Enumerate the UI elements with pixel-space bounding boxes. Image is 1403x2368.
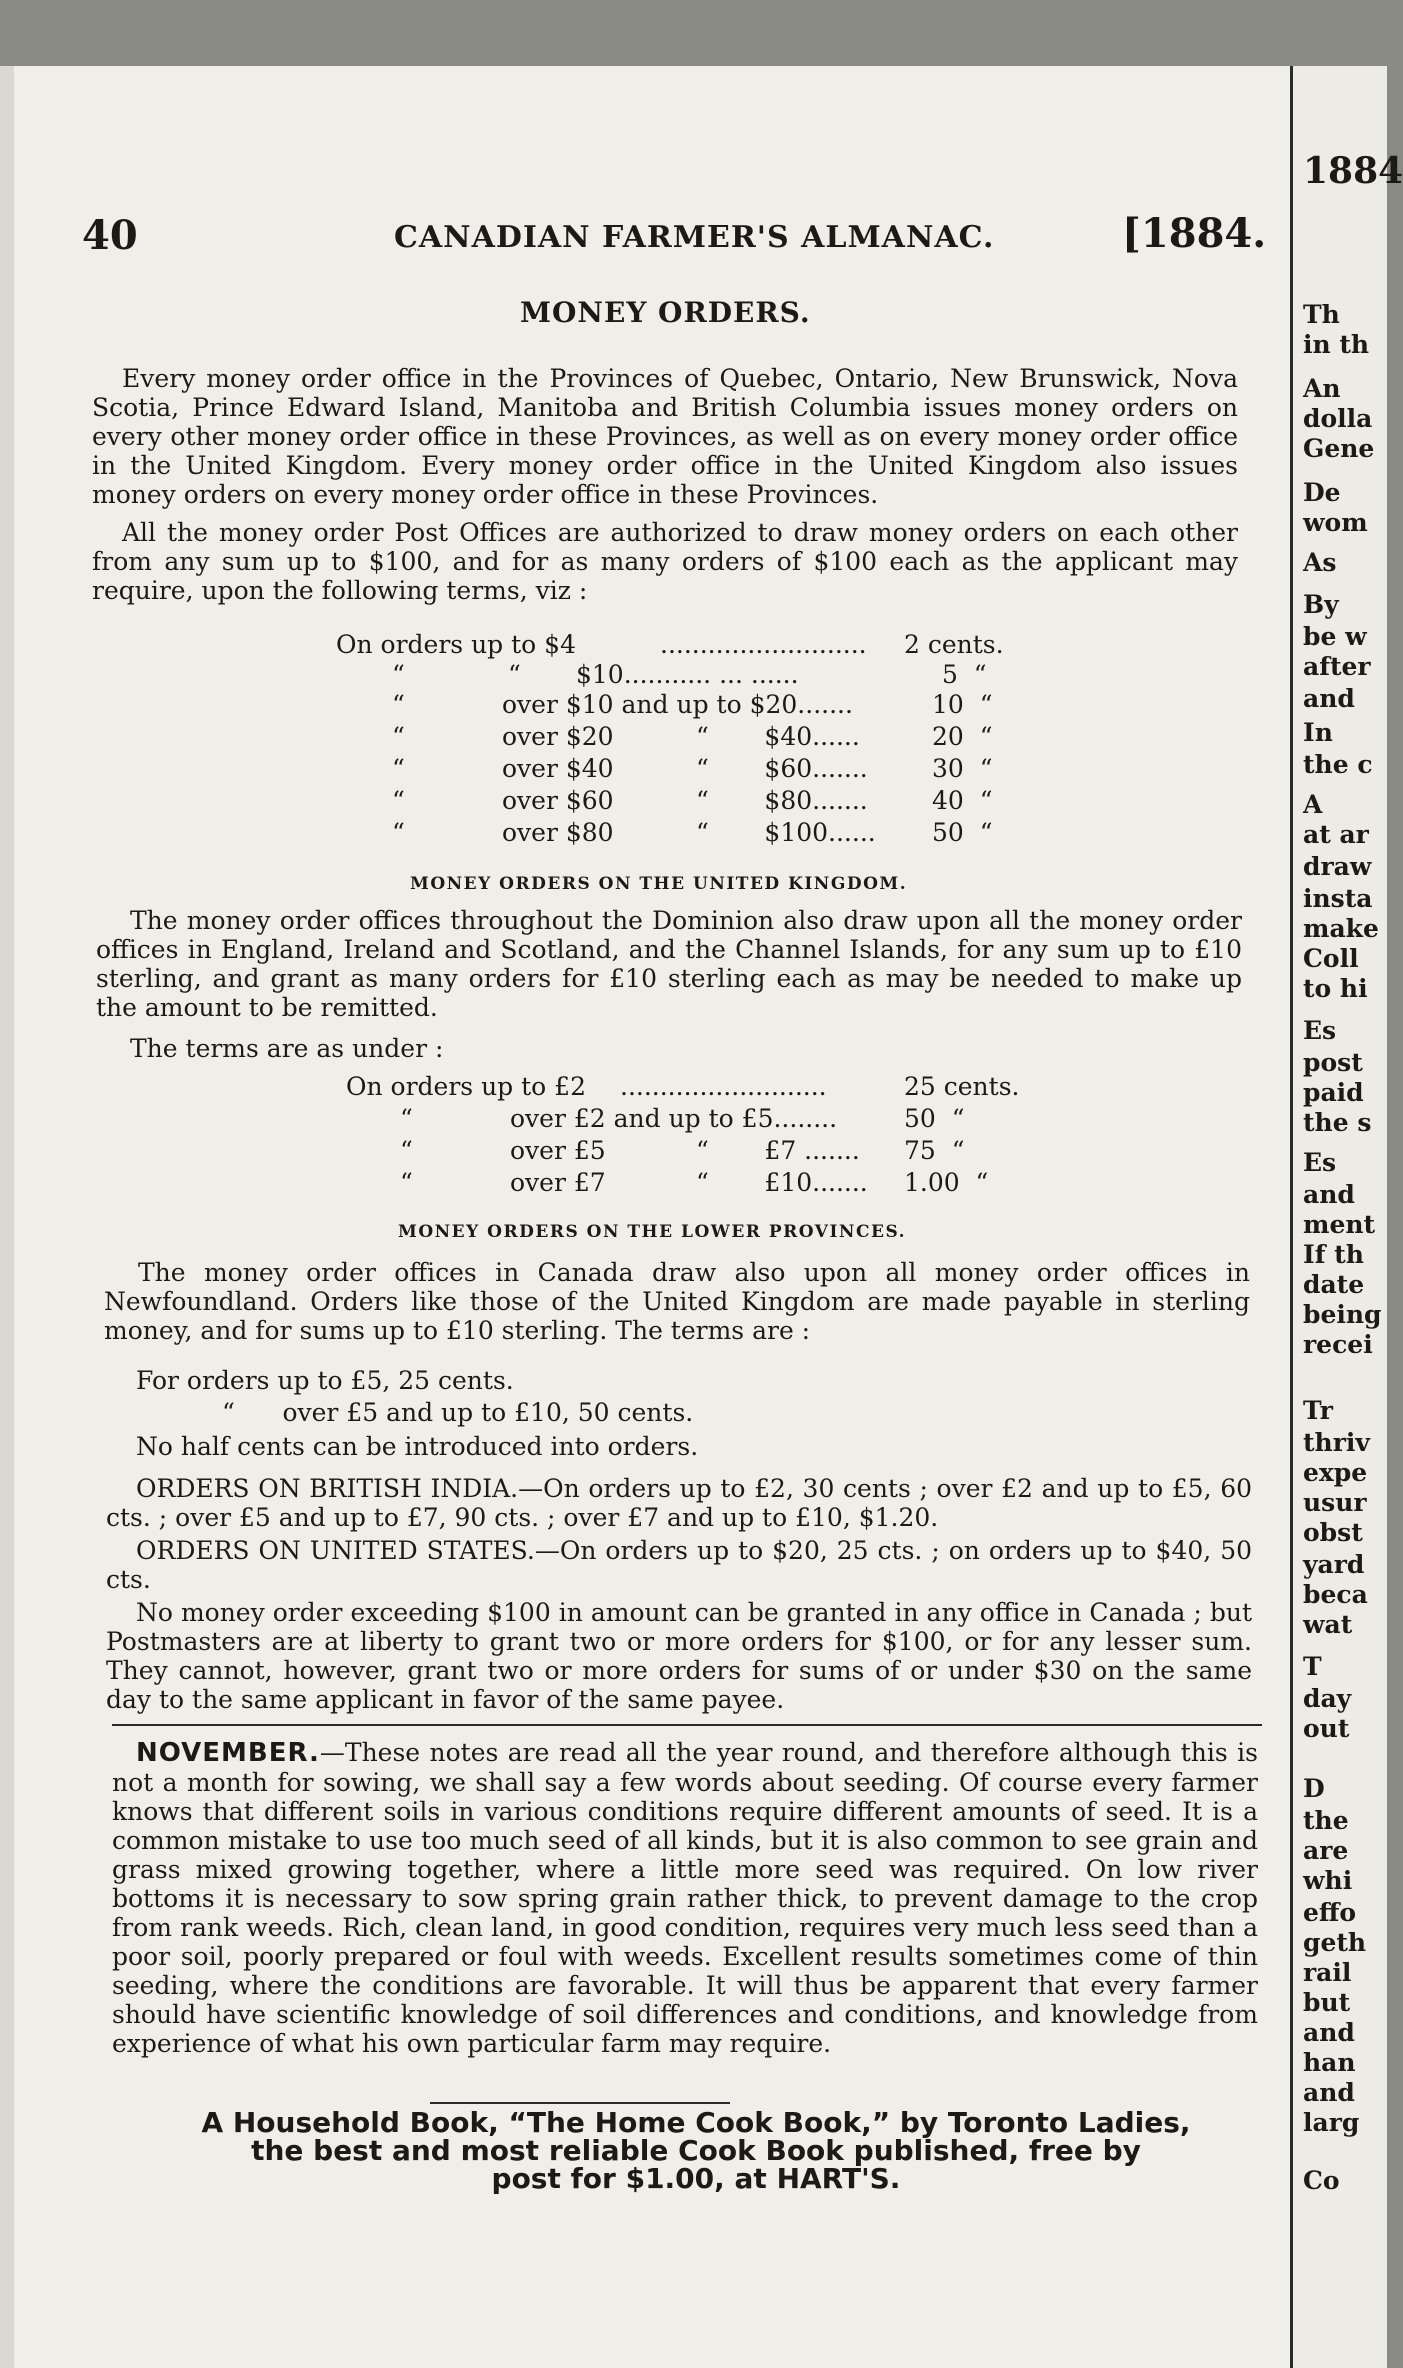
uk-paragraph: The money order offices throughout the Dominion also draw upon all the money order offices in England, Ireland and Scotland, and the Channel Islands, for any sum up to £10 sterling, and grant as many orders for £10 sterling each as may be needed to make up the amount to be remitted. — [96, 906, 1242, 1022]
limit-paragraph: No money order exceeding $100 in amount can be granted in any office in Canada ; but Postmasters are at liberty to grant two or more orders for $100, or for any lesser sum. They cannot, however, grant two or more orders for sums of or under $30 on the same day to the same applicant in favor of the same payee. — [106, 1598, 1252, 1714]
lower-term-2: “ over £5 and up to £10, 50 cents. — [222, 1398, 694, 1427]
lower-provinces-heading: MONEY ORDERS ON THE LOWER PROVINCES. — [398, 1222, 907, 1242]
facing-page-line: geth — [1303, 1928, 1367, 1957]
facing-page-line: and — [1303, 684, 1355, 713]
facing-page-line: D — [1303, 1774, 1325, 1803]
facing-page-line: and — [1303, 2078, 1355, 2107]
facing-page-line: to hi — [1303, 974, 1368, 1003]
facing-page-line: day — [1303, 1684, 1352, 1713]
facing-page-line: By — [1303, 590, 1339, 619]
facing-page-line: wom — [1303, 508, 1368, 537]
rate-row: “ over $60 “ $80....... 40 “ — [392, 786, 993, 815]
facing-page-line: ment — [1303, 1210, 1376, 1239]
facing-page-line: be w — [1303, 622, 1367, 651]
facing-page-line: obst — [1303, 1518, 1363, 1547]
divider-rule — [112, 1724, 1262, 1726]
facing-page-line: 1884 — [1303, 150, 1403, 192]
facing-page-line: make — [1303, 914, 1379, 943]
facing-page-line: the s — [1303, 1108, 1372, 1137]
intro-paragraph-2: All the money order Post Offices are authorized to draw money orders on each other from any sum up to $100, and for as many orders of $100 each as the applicant may require, upon the following terms, viz : — [92, 518, 1238, 605]
rate-row: “ over $20 “ $40...... 20 “ — [392, 722, 993, 751]
facing-page-line: are — [1303, 1836, 1349, 1865]
facing-page-line: in th — [1303, 330, 1370, 359]
uk-terms-intro: The terms are as under : — [130, 1034, 444, 1063]
facing-page-line: Co — [1303, 2166, 1340, 2195]
facing-page-line: If th — [1303, 1240, 1364, 1269]
facing-page-line: the c — [1303, 750, 1373, 779]
facing-page-line: draw — [1303, 852, 1372, 881]
rate-row: “ over $40 “ $60....... 30 “ — [392, 754, 993, 783]
facing-page-line: wat — [1303, 1610, 1353, 1639]
facing-page-line: rail — [1303, 1958, 1352, 1987]
facing-page-line: In — [1303, 718, 1333, 747]
facing-page-line: and — [1303, 2018, 1355, 2047]
facing-page-line: A — [1303, 790, 1323, 819]
running-year: [1884. — [1122, 210, 1267, 257]
facing-page-line: post — [1303, 1048, 1363, 1077]
advert-line-1: A Household Book, “The Home Cook Book,” by Toronto Ladies, — [201, 2106, 1191, 2139]
facing-page-line: Th — [1303, 300, 1340, 329]
facing-page-line: Es — [1303, 1148, 1337, 1177]
rate-row: “ over £7 “ £10....... 1.00 “ — [400, 1168, 989, 1197]
facing-page-line: out — [1303, 1714, 1350, 1743]
facing-page-line: han — [1303, 2048, 1356, 2077]
facing-page-line: the — [1303, 1806, 1349, 1835]
facing-page-line: after — [1303, 652, 1371, 681]
rate-row: “ over £2 and up to £5........ 50 “ — [400, 1104, 965, 1133]
facing-page-line: whi — [1303, 1866, 1353, 1895]
facing-page-line: T — [1303, 1652, 1322, 1681]
facing-page-line: beca — [1303, 1580, 1368, 1609]
facing-page-line: at ar — [1303, 820, 1369, 849]
advert-line-3: post for $1.00, at HART'S. — [491, 2162, 901, 2195]
united-states-orders: ORDERS ON UNITED STATES.—On orders up to $20, 25 cts. ; on orders up to $40, 50 cts. — [106, 1536, 1252, 1594]
facing-page-line: date — [1303, 1270, 1365, 1299]
running-title: CANADIAN FARMER'S ALMANAC. — [394, 220, 995, 255]
facing-page-line: expe — [1303, 1458, 1368, 1487]
facing-page-line: insta — [1303, 884, 1373, 913]
facing-page-line: recei — [1303, 1330, 1373, 1359]
facing-page-line: larg — [1303, 2108, 1360, 2137]
lower-paragraph: The money order offices in Canada draw also upon all money order offices in Newfoundland. Orders like those of the United Kingdom are made payable in sterling money, and for sums up to £10 sterling. The terms are : — [104, 1258, 1250, 1345]
facing-page-line: dolla — [1303, 404, 1373, 433]
facing-page-line: but — [1303, 1988, 1351, 2017]
rate-row: “ “ $10........... ... ...... 5 “ — [392, 660, 987, 689]
facing-page-line: and — [1303, 1180, 1355, 1209]
facing-page-line: usur — [1303, 1488, 1367, 1517]
intro-paragraph-1: Every money order office in the Provinces of Quebec, Ontario, New Brunswick, Nova Scotia, Prince Edward Island, Manitoba and British Columbia issues money orders on every other money order office in these Provinces, as well as on every money order office in the United Kingdom. Every money order office in the United Kingdom also issues money orders on every money order office in these Provinces. — [92, 364, 1238, 509]
section-title: MONEY ORDERS. — [520, 296, 811, 329]
facing-page-line: Gene — [1303, 434, 1375, 463]
rate-row: “ over $10 and up to $20....... 10 “ — [392, 690, 993, 719]
facing-page-fragment — [1290, 66, 1403, 2368]
uk-heading: MONEY ORDERS ON THE UNITED KINGDOM. — [410, 874, 908, 894]
facing-page-line: paid — [1303, 1078, 1364, 1107]
facing-page-line: Es — [1303, 1016, 1337, 1045]
facing-page-line: As — [1303, 548, 1337, 577]
rate-row: “ over £5 “ £7 ....... 75 “ — [400, 1136, 965, 1165]
facing-page-line: Tr — [1303, 1396, 1333, 1425]
facing-page-line: Coll — [1303, 944, 1359, 973]
british-india-orders: ORDERS ON BRITISH INDIA.—On orders up to £2, 30 cents ; over £2 and up to £5, 60 cts. ; over £5 and up to £7, 90 cts. ; over £7 and up to £10, $1.20. — [106, 1474, 1252, 1532]
page-number: 40 — [82, 212, 138, 259]
facing-page-line: effo — [1303, 1898, 1357, 1927]
facing-page-line: being — [1303, 1300, 1382, 1329]
lower-term-1: For orders up to £5, 25 cents. — [136, 1366, 514, 1395]
rate-row: On orders up to $4 .......................... 2 cents. — [336, 630, 1004, 659]
rate-row: “ over $80 “ $100...... 50 “ — [392, 818, 993, 847]
advert-line-2: the best and most reliable Cook Book published, free by — [251, 2134, 1141, 2167]
facing-page-line: De — [1303, 478, 1341, 507]
facing-page-line: yard — [1303, 1550, 1365, 1579]
november-note — [112, 1738, 1258, 2058]
half-cents-note: No half cents can be introduced into orders. — [136, 1432, 699, 1461]
november-label: NOVEMBER. — [136, 1738, 320, 1768]
facing-page-line: An — [1303, 374, 1341, 403]
rate-row: On orders up to £2 .......................... 25 cents. — [346, 1072, 1020, 1101]
november-text: —These notes are read all the year round, and therefore although this is not a month for sowing, we shall say a few words about seeding. Of course every farmer knows that different soils in various conditions require different amounts of seed. It is a common mistake to use too much seed of all kinds, but it is also common to see grain and grass mixed growing together, where a little more seed was required. On low river bottoms it is necessary to sow spring grain rather thick, to prevent damage to the crop from rank weeds. Rich, clean land, in good condition, requires very much less seed than a poor soil, poorly prepared or foul with weeds. Excellent results sometimes come of thin seeding, where the conditions are favorable. It will thus be apparent that every farmer should have scientific knowledge of soil differences and conditions, and knowledge from experience of what his own particular farm may require. — [112, 1738, 1258, 2058]
divider-rule-short — [430, 2102, 730, 2104]
facing-page-line: thriv — [1303, 1428, 1370, 1457]
